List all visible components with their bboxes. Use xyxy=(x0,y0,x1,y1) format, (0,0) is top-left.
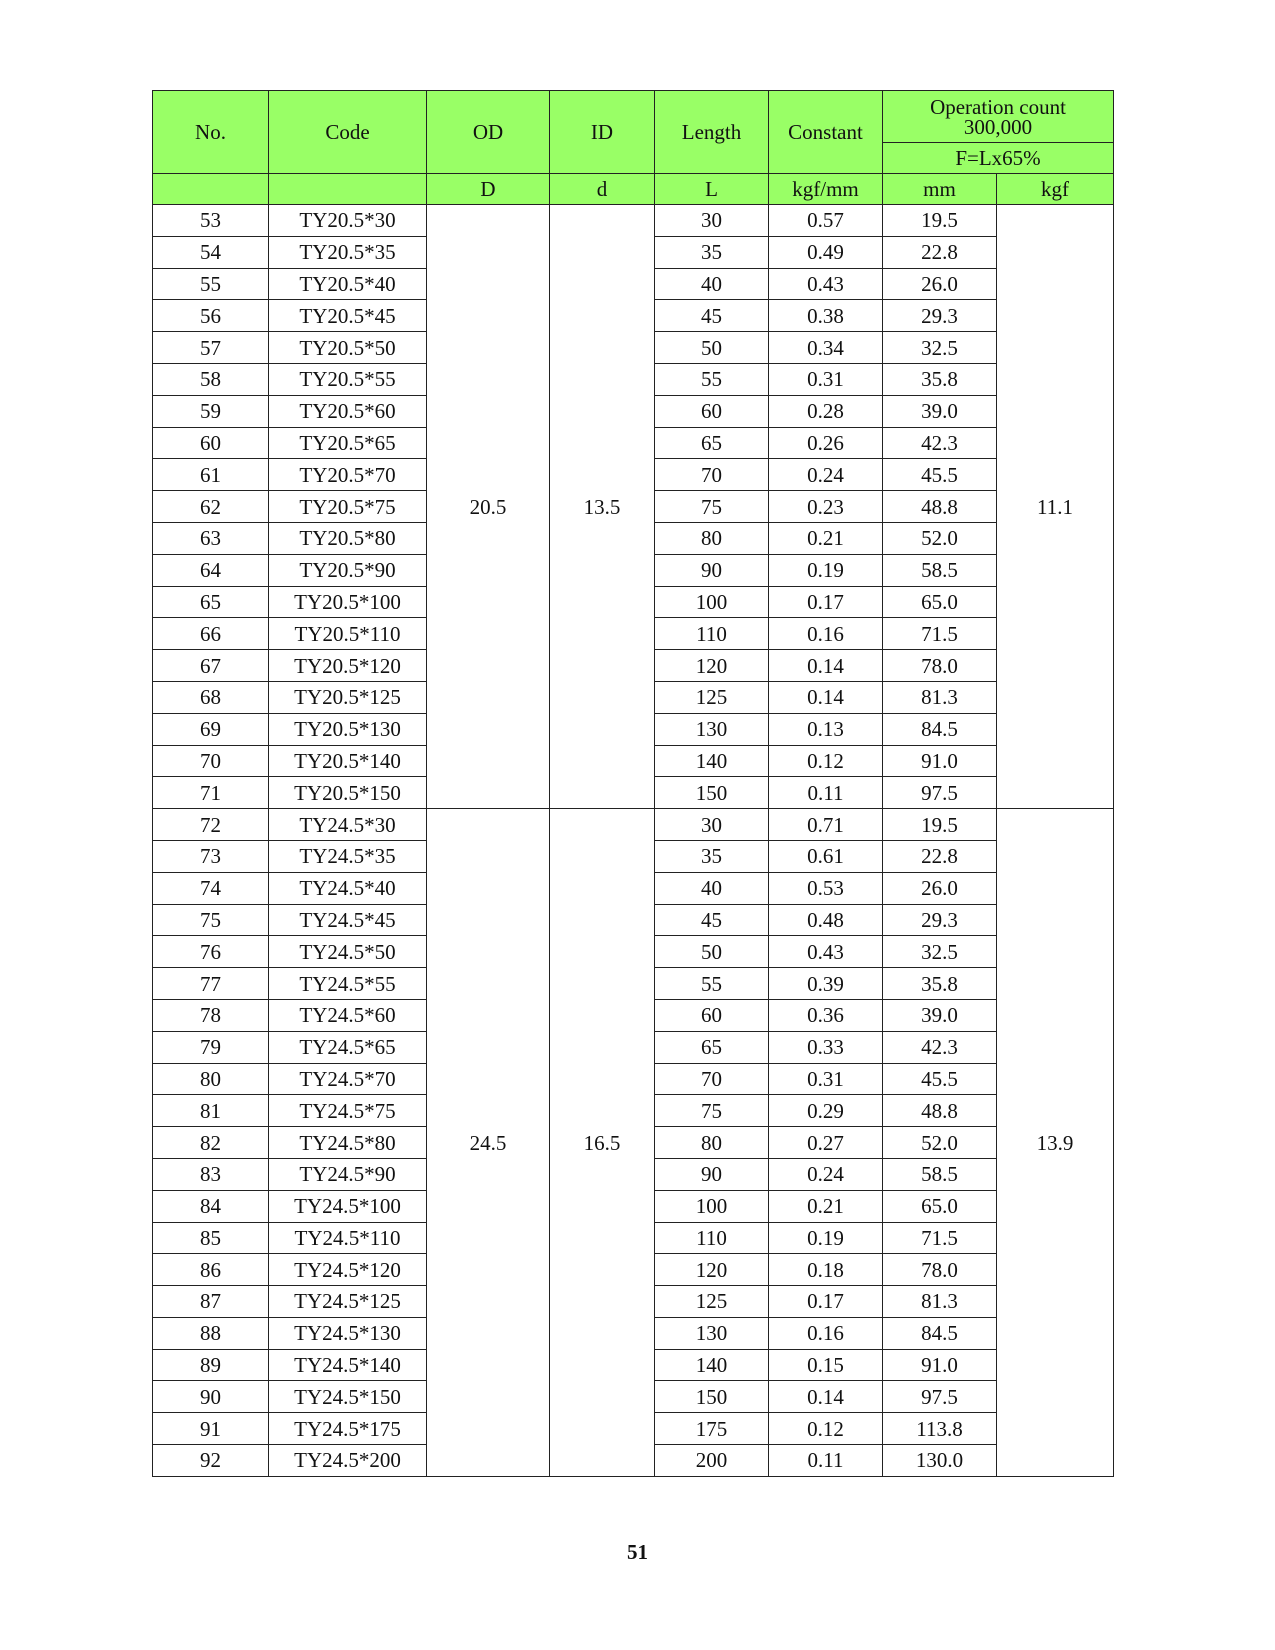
header-constant: Constant xyxy=(769,91,883,174)
cell-code: TY24.5*45 xyxy=(269,904,427,936)
cell-no: 61 xyxy=(153,459,269,491)
cell-constant: 0.23 xyxy=(769,491,883,523)
cell-length: 130 xyxy=(655,713,769,745)
cell-mm: 52.0 xyxy=(883,522,997,554)
cell-mm: 65.0 xyxy=(883,1190,997,1222)
header-formula: F=Lx65% xyxy=(883,143,1114,174)
unit-kgf: kgf xyxy=(997,174,1114,205)
cell-no: 57 xyxy=(153,332,269,364)
page-number: 51 xyxy=(627,1540,648,1564)
cell-constant: 0.33 xyxy=(769,1031,883,1063)
cell-no: 88 xyxy=(153,1317,269,1349)
cell-constant: 0.13 xyxy=(769,713,883,745)
cell-length: 150 xyxy=(655,777,769,809)
cell-length: 35 xyxy=(655,840,769,872)
cell-code: TY20.5*45 xyxy=(269,300,427,332)
cell-mm: 65.0 xyxy=(883,586,997,618)
cell-mm: 78.0 xyxy=(883,1254,997,1286)
cell-constant: 0.26 xyxy=(769,427,883,459)
cell-length: 30 xyxy=(655,205,769,237)
unit-od: D xyxy=(427,174,550,205)
cell-code: TY20.5*60 xyxy=(269,395,427,427)
cell-no: 59 xyxy=(153,395,269,427)
cell-code: TY20.5*140 xyxy=(269,745,427,777)
header-od: OD xyxy=(427,91,550,174)
cell-constant: 0.31 xyxy=(769,1063,883,1095)
cell-length: 90 xyxy=(655,554,769,586)
cell-no: 60 xyxy=(153,427,269,459)
cell-od: 20.5 xyxy=(427,205,550,809)
cell-mm: 35.8 xyxy=(883,968,997,1000)
cell-constant: 0.49 xyxy=(769,236,883,268)
cell-code: TY24.5*40 xyxy=(269,872,427,904)
cell-no: 53 xyxy=(153,205,269,237)
cell-length: 150 xyxy=(655,1381,769,1413)
cell-constant: 0.17 xyxy=(769,1286,883,1318)
cell-mm: 29.3 xyxy=(883,904,997,936)
cell-length: 40 xyxy=(655,268,769,300)
cell-constant: 0.57 xyxy=(769,205,883,237)
cell-mm: 97.5 xyxy=(883,1381,997,1413)
cell-constant: 0.28 xyxy=(769,395,883,427)
cell-constant: 0.36 xyxy=(769,999,883,1031)
cell-mm: 91.0 xyxy=(883,745,997,777)
cell-no: 83 xyxy=(153,1158,269,1190)
cell-code: TY20.5*35 xyxy=(269,236,427,268)
cell-length: 55 xyxy=(655,968,769,1000)
cell-code: TY24.5*70 xyxy=(269,1063,427,1095)
cell-no: 78 xyxy=(153,999,269,1031)
cell-constant: 0.34 xyxy=(769,332,883,364)
cell-constant: 0.24 xyxy=(769,459,883,491)
cell-mm: 84.5 xyxy=(883,713,997,745)
cell-length: 50 xyxy=(655,936,769,968)
cell-mm: 32.5 xyxy=(883,332,997,364)
cell-mm: 19.5 xyxy=(883,205,997,237)
header-code: Code xyxy=(269,91,427,174)
cell-no: 92 xyxy=(153,1445,269,1477)
cell-length: 55 xyxy=(655,363,769,395)
cell-code: TY20.5*75 xyxy=(269,491,427,523)
cell-no: 80 xyxy=(153,1063,269,1095)
cell-code: TY24.5*125 xyxy=(269,1286,427,1318)
cell-code: TY24.5*75 xyxy=(269,1095,427,1127)
cell-constant: 0.14 xyxy=(769,681,883,713)
cell-code: TY24.5*110 xyxy=(269,1222,427,1254)
cell-no: 77 xyxy=(153,968,269,1000)
cell-mm: 39.0 xyxy=(883,999,997,1031)
cell-no: 74 xyxy=(153,872,269,904)
cell-mm: 71.5 xyxy=(883,1222,997,1254)
cell-no: 72 xyxy=(153,809,269,841)
cell-no: 82 xyxy=(153,1127,269,1159)
cell-constant: 0.71 xyxy=(769,809,883,841)
cell-length: 120 xyxy=(655,650,769,682)
cell-length: 110 xyxy=(655,618,769,650)
cell-no: 85 xyxy=(153,1222,269,1254)
cell-constant: 0.12 xyxy=(769,745,883,777)
cell-constant: 0.18 xyxy=(769,1254,883,1286)
cell-length: 50 xyxy=(655,332,769,364)
cell-no: 73 xyxy=(153,840,269,872)
cell-mm: 113.8 xyxy=(883,1413,997,1445)
cell-length: 60 xyxy=(655,395,769,427)
unit-code-blank xyxy=(269,174,427,205)
cell-mm: 81.3 xyxy=(883,681,997,713)
cell-no: 69 xyxy=(153,713,269,745)
cell-constant: 0.16 xyxy=(769,1317,883,1349)
cell-kgf: 13.9 xyxy=(997,809,1114,1477)
cell-no: 55 xyxy=(153,268,269,300)
cell-constant: 0.11 xyxy=(769,777,883,809)
cell-code: TY24.5*65 xyxy=(269,1031,427,1063)
cell-od: 24.5 xyxy=(427,809,550,1477)
cell-no: 71 xyxy=(153,777,269,809)
cell-code: TY24.5*100 xyxy=(269,1190,427,1222)
unit-length: L xyxy=(655,174,769,205)
cell-kgf: 11.1 xyxy=(997,205,1114,809)
cell-code: TY20.5*100 xyxy=(269,586,427,618)
cell-code: TY24.5*175 xyxy=(269,1413,427,1445)
cell-mm: 22.8 xyxy=(883,840,997,872)
cell-length: 100 xyxy=(655,586,769,618)
cell-code: TY20.5*120 xyxy=(269,650,427,682)
cell-constant: 0.12 xyxy=(769,1413,883,1445)
cell-length: 45 xyxy=(655,300,769,332)
cell-constant: 0.43 xyxy=(769,936,883,968)
cell-code: TY24.5*130 xyxy=(269,1317,427,1349)
cell-code: TY20.5*80 xyxy=(269,522,427,554)
cell-length: 100 xyxy=(655,1190,769,1222)
header-operation-count xyxy=(883,91,1114,143)
cell-no: 76 xyxy=(153,936,269,968)
header-id: ID xyxy=(550,91,655,174)
cell-mm: 58.5 xyxy=(883,554,997,586)
cell-length: 75 xyxy=(655,1095,769,1127)
cell-constant: 0.53 xyxy=(769,872,883,904)
table-row xyxy=(153,809,1114,841)
cell-mm: 29.3 xyxy=(883,300,997,332)
cell-constant: 0.61 xyxy=(769,840,883,872)
cell-length: 90 xyxy=(655,1158,769,1190)
cell-constant: 0.11 xyxy=(769,1445,883,1477)
unit-no-blank xyxy=(153,174,269,205)
cell-length: 80 xyxy=(655,1127,769,1159)
cell-length: 70 xyxy=(655,1063,769,1095)
cell-mm: 42.3 xyxy=(883,1031,997,1063)
cell-no: 84 xyxy=(153,1190,269,1222)
cell-length: 200 xyxy=(655,1445,769,1477)
cell-length: 110 xyxy=(655,1222,769,1254)
cell-length: 40 xyxy=(655,872,769,904)
cell-constant: 0.31 xyxy=(769,363,883,395)
cell-no: 56 xyxy=(153,300,269,332)
cell-mm: 130.0 xyxy=(883,1445,997,1477)
cell-code: TY20.5*65 xyxy=(269,427,427,459)
cell-constant: 0.19 xyxy=(769,1222,883,1254)
cell-mm: 26.0 xyxy=(883,268,997,300)
cell-id: 16.5 xyxy=(550,809,655,1477)
cell-no: 66 xyxy=(153,618,269,650)
cell-constant: 0.29 xyxy=(769,1095,883,1127)
cell-length: 130 xyxy=(655,1317,769,1349)
cell-no: 86 xyxy=(153,1254,269,1286)
header-length: Length xyxy=(655,91,769,174)
cell-code: TY24.5*140 xyxy=(269,1349,427,1381)
cell-code: TY20.5*40 xyxy=(269,268,427,300)
cell-mm: 52.0 xyxy=(883,1127,997,1159)
cell-mm: 45.5 xyxy=(883,1063,997,1095)
cell-no: 79 xyxy=(153,1031,269,1063)
cell-no: 68 xyxy=(153,681,269,713)
cell-constant: 0.38 xyxy=(769,300,883,332)
cell-mm: 48.8 xyxy=(883,1095,997,1127)
cell-constant: 0.16 xyxy=(769,618,883,650)
cell-no: 65 xyxy=(153,586,269,618)
cell-length: 65 xyxy=(655,1031,769,1063)
cell-no: 54 xyxy=(153,236,269,268)
cell-mm: 22.8 xyxy=(883,236,997,268)
cell-length: 60 xyxy=(655,999,769,1031)
header-no: No. xyxy=(153,91,269,174)
cell-mm: 32.5 xyxy=(883,936,997,968)
cell-length: 140 xyxy=(655,1349,769,1381)
cell-mm: 91.0 xyxy=(883,1349,997,1381)
cell-code: TY20.5*150 xyxy=(269,777,427,809)
cell-code: TY20.5*90 xyxy=(269,554,427,586)
cell-no: 90 xyxy=(153,1381,269,1413)
cell-constant: 0.24 xyxy=(769,1158,883,1190)
cell-constant: 0.48 xyxy=(769,904,883,936)
cell-no: 58 xyxy=(153,363,269,395)
cell-length: 75 xyxy=(655,491,769,523)
cell-no: 75 xyxy=(153,904,269,936)
cell-mm: 26.0 xyxy=(883,872,997,904)
table-row xyxy=(153,205,1114,237)
cell-code: TY20.5*125 xyxy=(269,681,427,713)
cell-constant: 0.19 xyxy=(769,554,883,586)
cell-no: 63 xyxy=(153,522,269,554)
cell-code: TY24.5*120 xyxy=(269,1254,427,1286)
cell-length: 140 xyxy=(655,745,769,777)
cell-code: TY24.5*150 xyxy=(269,1381,427,1413)
cell-length: 80 xyxy=(655,522,769,554)
cell-mm: 71.5 xyxy=(883,618,997,650)
unit-id: d xyxy=(550,174,655,205)
cell-code: TY20.5*70 xyxy=(269,459,427,491)
cell-code: TY20.5*55 xyxy=(269,363,427,395)
cell-no: 62 xyxy=(153,491,269,523)
cell-no: 67 xyxy=(153,650,269,682)
cell-code: TY20.5*50 xyxy=(269,332,427,364)
table-body xyxy=(153,205,1114,1477)
cell-constant: 0.14 xyxy=(769,1381,883,1413)
cell-mm: 48.8 xyxy=(883,491,997,523)
cell-length: 175 xyxy=(655,1413,769,1445)
cell-mm: 35.8 xyxy=(883,363,997,395)
cell-mm: 39.0 xyxy=(883,395,997,427)
cell-length: 120 xyxy=(655,1254,769,1286)
cell-code: TY20.5*110 xyxy=(269,618,427,650)
operation-count-label: Operation count xyxy=(930,94,1066,119)
cell-constant: 0.21 xyxy=(769,522,883,554)
cell-length: 35 xyxy=(655,236,769,268)
cell-no: 64 xyxy=(153,554,269,586)
cell-length: 45 xyxy=(655,904,769,936)
cell-constant: 0.14 xyxy=(769,650,883,682)
cell-code: TY24.5*35 xyxy=(269,840,427,872)
cell-length: 125 xyxy=(655,1286,769,1318)
cell-id: 13.5 xyxy=(550,205,655,809)
cell-code: TY24.5*60 xyxy=(269,999,427,1031)
cell-constant: 0.39 xyxy=(769,968,883,1000)
cell-mm: 81.3 xyxy=(883,1286,997,1318)
cell-no: 91 xyxy=(153,1413,269,1445)
unit-constant: kgf/mm xyxy=(769,174,883,205)
cell-no: 89 xyxy=(153,1349,269,1381)
cell-no: 81 xyxy=(153,1095,269,1127)
table-header xyxy=(153,91,1114,205)
cell-mm: 78.0 xyxy=(883,650,997,682)
cell-mm: 45.5 xyxy=(883,459,997,491)
spec-table xyxy=(152,90,1114,1477)
cell-constant: 0.27 xyxy=(769,1127,883,1159)
cell-code: TY20.5*30 xyxy=(269,205,427,237)
unit-mm: mm xyxy=(883,174,997,205)
cell-constant: 0.15 xyxy=(769,1349,883,1381)
cell-mm: 84.5 xyxy=(883,1317,997,1349)
cell-code: TY24.5*200 xyxy=(269,1445,427,1477)
cell-length: 70 xyxy=(655,459,769,491)
operation-count-value: 300,000 xyxy=(963,114,1033,139)
cell-length: 65 xyxy=(655,427,769,459)
cell-constant: 0.43 xyxy=(769,268,883,300)
cell-code: TY24.5*50 xyxy=(269,936,427,968)
cell-no: 70 xyxy=(153,745,269,777)
cell-length: 125 xyxy=(655,681,769,713)
cell-code: TY24.5*30 xyxy=(269,809,427,841)
cell-constant: 0.21 xyxy=(769,1190,883,1222)
cell-code: TY24.5*90 xyxy=(269,1158,427,1190)
cell-code: TY20.5*130 xyxy=(269,713,427,745)
cell-mm: 19.5 xyxy=(883,809,997,841)
cell-mm: 42.3 xyxy=(883,427,997,459)
cell-mm: 97.5 xyxy=(883,777,997,809)
cell-no: 87 xyxy=(153,1286,269,1318)
cell-mm: 58.5 xyxy=(883,1158,997,1190)
cell-code: TY24.5*80 xyxy=(269,1127,427,1159)
cell-length: 30 xyxy=(655,809,769,841)
cell-code: TY24.5*55 xyxy=(269,968,427,1000)
cell-constant: 0.17 xyxy=(769,586,883,618)
